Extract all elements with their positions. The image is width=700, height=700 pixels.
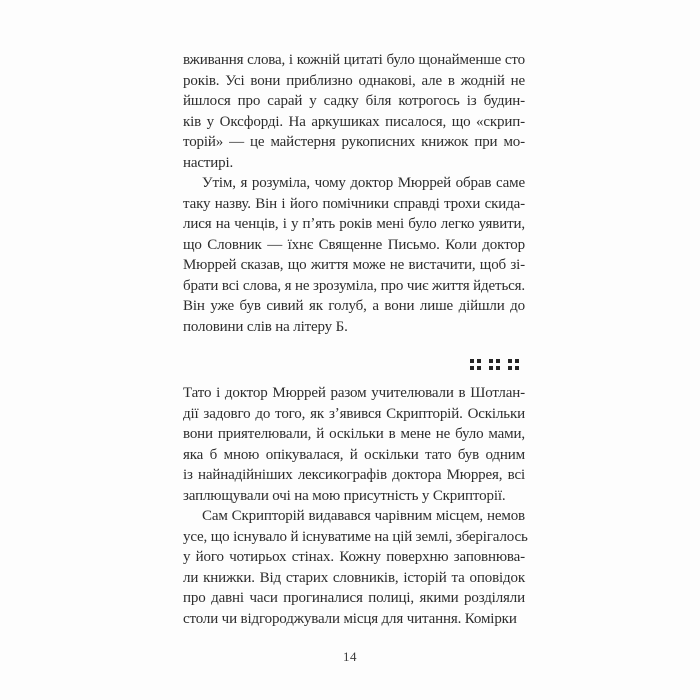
text-line: із найнадійніших лексикографів доктора Мюррея, всі [183,467,525,483]
section-break-dot [496,366,500,370]
text-line: таку назву. Він і його помічники справді трохи скида- [183,195,525,212]
text-line: що Словник — їхнє Священне Письмо. Коли доктор [183,236,525,253]
text-line: Він уже був сивий як голуб, а вони лише дійшли до [183,298,525,314]
paragraph [183,506,528,629]
section-break-dot [508,366,512,370]
section-break-dot [515,366,519,370]
section-break-dot [477,359,481,363]
section-break-dot [477,366,481,370]
text-line: яка б мною опікувалася, й оскільки тато був одним [183,446,525,463]
text-line: Сам Скрипторій видавався чарівним місцем, немов [202,508,525,524]
text-line: Тато і доктор Мюррей разом учителювали в Шотлан- [183,385,525,401]
text-line: столи чи відгороджували місця для читання. Комірки [183,610,517,627]
text-line: вони приятелювали, й оскільки в мене не було мами, [183,426,525,442]
section-break-dots [470,359,481,370]
section-break [183,354,525,366]
paragraph [183,50,525,173]
text-line: ли книжки. Від старих словників, історій та оповідок [183,569,525,586]
section-break-dots [508,359,519,370]
text-line: Утім, я розуміла, чому доктор Мюррей обрав саме [202,175,525,191]
text-line: років. Усі вони приблизно однакові, але в жодній не [183,72,525,89]
paragraph [183,173,525,337]
text-line: заплющували очі на мою присутність у Скрипторії. [183,487,506,504]
text-line: про давні часи прогиналися полиці, якими розділяли [183,590,525,606]
text-line: брати всі слова, я не зрозуміла, про чиє життя йдеться. [183,277,525,294]
text-block [183,50,528,629]
text-line: торій» — це майстерня рукописних книжок при мо- [183,134,525,150]
text-line: дії задовго до того, як зʼявився Скрипторій. Оскільки [183,405,525,422]
page-number: 14 [343,649,357,664]
text-line: ків у Оксфорді. На аркушиках писалося, що «скрип- [183,113,525,130]
section-break-dot [470,359,474,363]
section-break-dot [489,359,493,363]
section-break-dots [489,359,500,370]
text-line: вживання слова, і кожній цитаті було щонайменше сто [183,52,525,68]
page-footer [0,649,700,665]
text-line: Мюррей сказав, що життя може не вистачити, щоб зі- [183,257,525,273]
text-line: лися на ченців, і у пʼять років мені було легко уявити, [183,216,525,232]
text-line: настирі. [183,154,234,171]
section-break-dot [508,359,512,363]
section-break-dot [470,366,474,370]
text-line: у його чотирьох стінах. Кожну поверхню заповнюва- [183,549,525,565]
section-break-dot [496,359,500,363]
section-break-dot [515,359,519,363]
paragraph [183,383,525,506]
text-line: усе, що існувало й існуватиме на цій землі, зберігалось [183,528,528,545]
section-break-dot [489,366,493,370]
text-line: йшлося про сарай у садку біля котрогось із будин- [183,93,525,109]
text-line: половини слів на літеру Б. [183,318,348,335]
